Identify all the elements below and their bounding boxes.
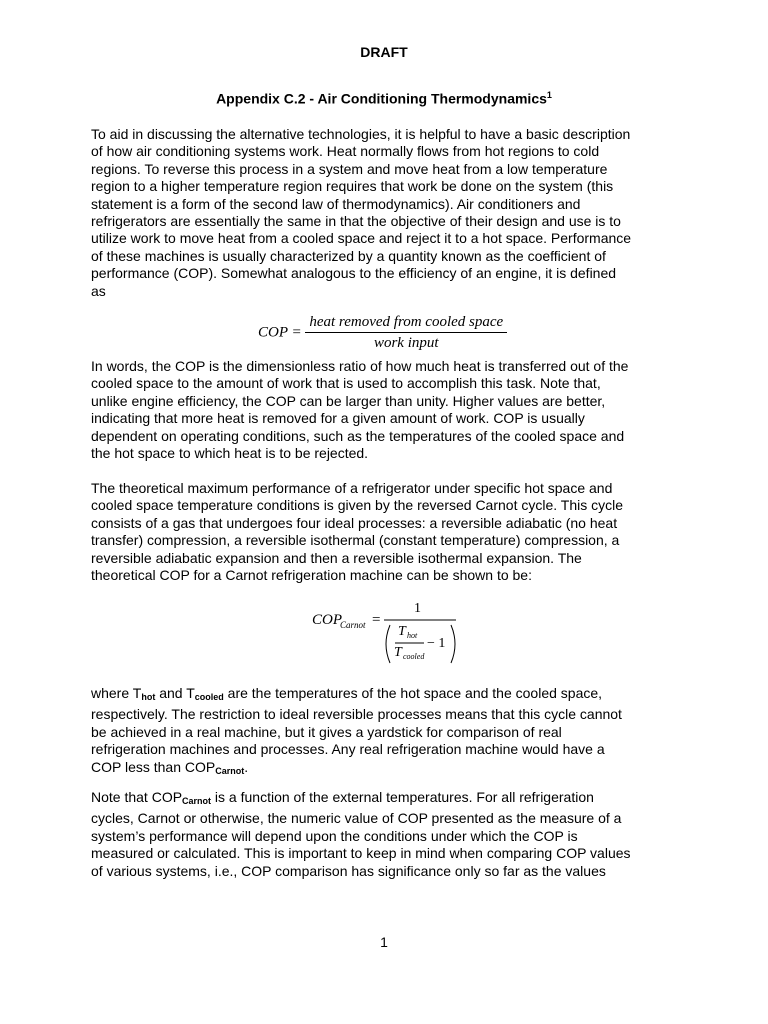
paragraph-intro bbox=[91, 126, 691, 300]
text-line: region to a higher temperature region requires that work be done on the system (this bbox=[91, 178, 614, 195]
text-span: where T bbox=[91, 685, 142, 701]
text-line bbox=[91, 685, 691, 706]
text-line: utilize work to move heat from a cooled space and reject it to a hot space. Performance bbox=[91, 230, 632, 247]
title-text: Appendix C.2 - Air Conditioning Thermodynamics bbox=[216, 90, 547, 107]
text-line: The theoretical maximum performance of a refrigerator under specific hot space and bbox=[91, 480, 613, 496]
text-line: regions. To reverse this process in a system and move heat from a low temperature bbox=[91, 160, 608, 177]
carnot-cop-equation bbox=[300, 598, 470, 672]
carnot-lhs: COP bbox=[312, 612, 342, 628]
text-line bbox=[91, 789, 691, 810]
subscript-cooled: cooled bbox=[194, 692, 224, 702]
text-line bbox=[91, 759, 691, 780]
paragraph-carnot-limit bbox=[91, 685, 691, 780]
text-line: of various systems, i.e., COP comparison has significance only so far as the values bbox=[91, 862, 606, 879]
text-line: as bbox=[91, 282, 106, 299]
t-cooled-subscript: cooled bbox=[403, 652, 425, 661]
text-line: consists of a gas that undergoes four ideal processes: a reversible adiabatic (no heat bbox=[91, 514, 618, 531]
page-number: 1 bbox=[380, 934, 388, 950]
text-line: unlike engine efficiency, the COP can be larger than unity. Higher values are better, bbox=[91, 392, 606, 409]
text-span: and T bbox=[155, 685, 195, 701]
text-line: cycles, Carnot or otherwise, the numeric value of COP presented as the measure of a bbox=[91, 810, 622, 827]
paragraph-carnot-cycle bbox=[91, 480, 691, 584]
t-hot-symbol: T bbox=[398, 624, 406, 639]
carnot-numerator: 1 bbox=[414, 601, 421, 616]
text-line: of how air conditioning systems work. Heat normally flows from hot regions to cold bbox=[91, 143, 600, 160]
text-line: system’s performance will depend upon the conditions under which the COP is bbox=[91, 827, 578, 844]
subscript-hot: hot bbox=[141, 692, 156, 702]
text-line: be achieved in a real machine, but it gives a yardstick for comparison of real bbox=[91, 723, 562, 740]
carnot-lhs-subscript: Carnot bbox=[340, 620, 366, 630]
text-line: indicating that more heat is removed for a given amount of work. COP is usually bbox=[91, 410, 585, 427]
subscript-carnot: Carnot bbox=[215, 765, 245, 776]
right-paren bbox=[451, 625, 455, 663]
text-line: refrigerators are essentially the same in that the objective of their design and use is to bbox=[91, 213, 621, 230]
text-line: of these machines is usually characterized by a quantity known as the coefficient of bbox=[91, 247, 606, 264]
text-line: cooled space temperature conditions is given by the reversed Carnot cycle. This cycle bbox=[91, 497, 624, 514]
cop-equation-lhs: COP = bbox=[258, 324, 302, 341]
subscript-carnot: Carnot bbox=[182, 796, 212, 806]
cop-denominator: work input bbox=[373, 335, 439, 351]
text-line: refrigeration machines and processes. Any real refrigeration machine would have a bbox=[91, 741, 605, 758]
text-line: theoretical COP for a Carnot refrigeration machine can be shown to be: bbox=[91, 567, 532, 584]
text-span: is a function of the external temperatures. For all refrigeration bbox=[211, 789, 594, 805]
text-line: cooled space to the amount of work that is used to accomplish this task. Note that, bbox=[91, 375, 601, 392]
text-line: dependent on operating conditions, such as the temperatures of the cooled space and bbox=[91, 427, 625, 444]
text-line: the hot space to which heat is to be rejected. bbox=[91, 445, 369, 462]
text-line: statement is a form of the second law of thermodynamics). Air conditioners and bbox=[91, 195, 581, 212]
text-line: reversible adiabatic expansion and then a reversible isothermal expansion. The bbox=[91, 549, 582, 566]
paragraph-cop-comparison bbox=[91, 789, 691, 880]
text-span: COP less than COP bbox=[91, 758, 216, 775]
paragraph-cop-explanation bbox=[91, 358, 691, 462]
text-line: In words, the COP is the dimensionless ratio of how much heat is transferred out of the bbox=[91, 358, 629, 374]
text-line: respectively. The restriction to ideal reversible processes means that this cycle cannot bbox=[91, 706, 622, 723]
text-span: are the temperatures of the hot space and the cooled space, bbox=[223, 685, 603, 701]
text-span: . bbox=[244, 758, 249, 775]
t-cooled-symbol: T bbox=[394, 645, 402, 660]
title-footnote-marker: 1 bbox=[546, 90, 552, 100]
text-line: performance (COP). Somewhat analogous to the efficiency of an engine, it is defined bbox=[91, 265, 617, 282]
text-line: measured or calculated. This is important to keep in mind when comparing COP values bbox=[91, 845, 631, 862]
left-paren bbox=[386, 625, 390, 663]
cop-equation bbox=[258, 314, 507, 352]
text-line: To aid in discussing the alternative technologies, it is helpful to have a basic description bbox=[91, 126, 631, 142]
t-hot-subscript: hot bbox=[407, 631, 418, 640]
carnot-equals: = bbox=[372, 612, 381, 628]
text-line: transfer) compression, a reversible isothermal (constant temperature) compression, a bbox=[91, 532, 620, 549]
cop-numerator: heat removed from cooled space bbox=[305, 314, 507, 333]
text-span: Note that COP bbox=[91, 789, 183, 805]
cop-fraction bbox=[305, 314, 507, 352]
minus-one: − 1 bbox=[427, 636, 446, 651]
draft-header: DRAFT bbox=[360, 44, 408, 60]
appendix-title bbox=[0, 90, 768, 107]
